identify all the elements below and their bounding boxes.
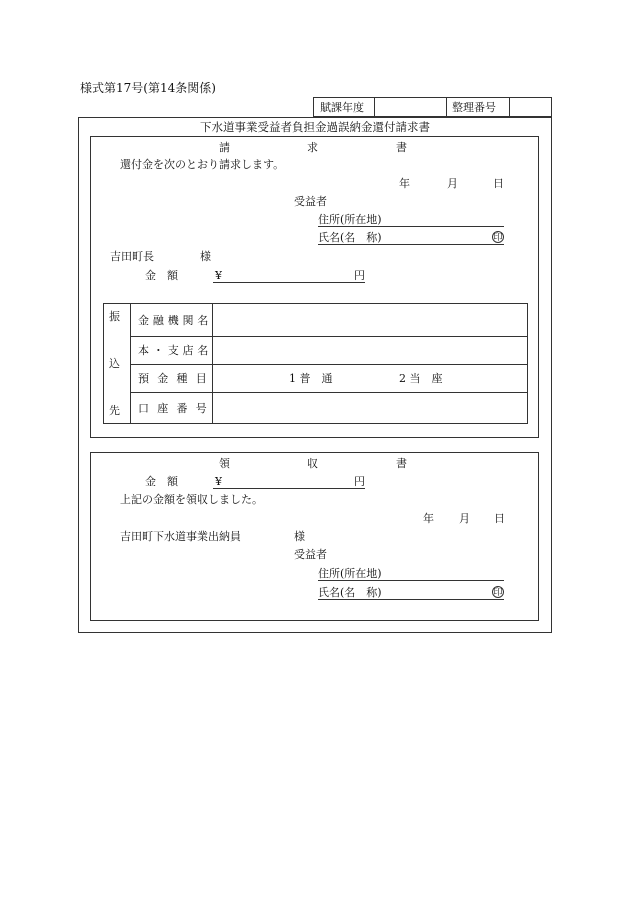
receipt-date-year: 年 [423,512,434,525]
request-statement: 還付金を次のとおり請求します。 [120,158,285,171]
request-name-label: 氏名(名 称) [318,231,382,244]
receipt-heading-char: 収 [307,457,318,470]
receipt-seal-icon: 印 [493,588,503,598]
request-amount-label: 金 額 [145,269,178,282]
receipt-date-day: 日 [494,512,505,525]
receipt-amount-line[interactable] [213,488,365,489]
bank-side-label-char: 込 [109,357,120,370]
request-heading-char: 請 [219,141,230,154]
receipt-heading-char: 領 [219,457,230,470]
request-date-month: 月 [447,177,458,190]
request-yen-symbol: ¥ [215,269,222,282]
request-address-label: 住所(所在地) [318,213,382,226]
receipt-yen-unit: 円 [354,475,365,488]
deposit-type-checking[interactable]: 2 当 座 [399,372,443,385]
top-table-divider [446,97,447,117]
main-title: 下水道事業受益者負担金過誤納金還付請求書 [200,120,430,134]
bank-table-row-line [130,364,528,365]
request-addressee: 吉田町長 [110,250,154,263]
bank-table-row-line [130,392,528,393]
receipt-name-label: 氏名(名 称) [318,586,382,599]
fiscal-year-label: 賦課年度 [320,101,364,114]
bank-table-row-line [130,336,528,337]
form-number: 様式第17号(第14条関係) [80,81,216,95]
top-table-divider [509,97,510,117]
request-date-day: 日 [493,177,504,190]
request-address-line[interactable] [318,226,504,227]
control-number-label: 整理番号 [452,101,496,114]
branch-name-label: 本・支店名 [138,344,213,357]
receipt-date-month: 月 [459,512,470,525]
request-heading-char: 書 [396,141,407,154]
receipt-address-line[interactable] [318,580,504,581]
deposit-type-label: 預金種目 [138,372,215,385]
deposit-type-ordinary[interactable]: 1 普 通 [289,372,333,385]
request-honorific: 様 [200,250,211,263]
top-table-divider [374,97,375,117]
request-amount-line[interactable] [213,282,365,283]
receipt-name-line[interactable] [318,599,504,600]
bank-name-label: 金融機関名 [138,314,213,327]
receipt-yen-symbol: ¥ [215,475,222,488]
receipt-beneficiary-label: 受益者 [294,548,327,561]
request-name-line[interactable] [318,244,504,245]
request-heading-char: 求 [307,141,318,154]
receipt-amount-label: 金 額 [145,475,178,488]
receipt-address-label: 住所(所在地) [318,567,382,580]
receipt-heading-char: 書 [396,457,407,470]
receipt-addressee: 吉田町下水道事業出納員 [120,530,241,543]
bank-side-label-char: 先 [109,404,120,417]
account-number-label: 口座番号 [138,402,215,415]
request-yen-unit: 円 [354,269,365,282]
receipt-statement: 上記の金額を領収しました。 [120,493,263,506]
receipt-honorific: 様 [294,530,305,543]
request-beneficiary-label: 受益者 [294,195,327,208]
request-date-year: 年 [399,177,410,190]
bank-side-label-char: 振 [109,310,120,323]
request-seal-icon: 印 [493,233,503,243]
